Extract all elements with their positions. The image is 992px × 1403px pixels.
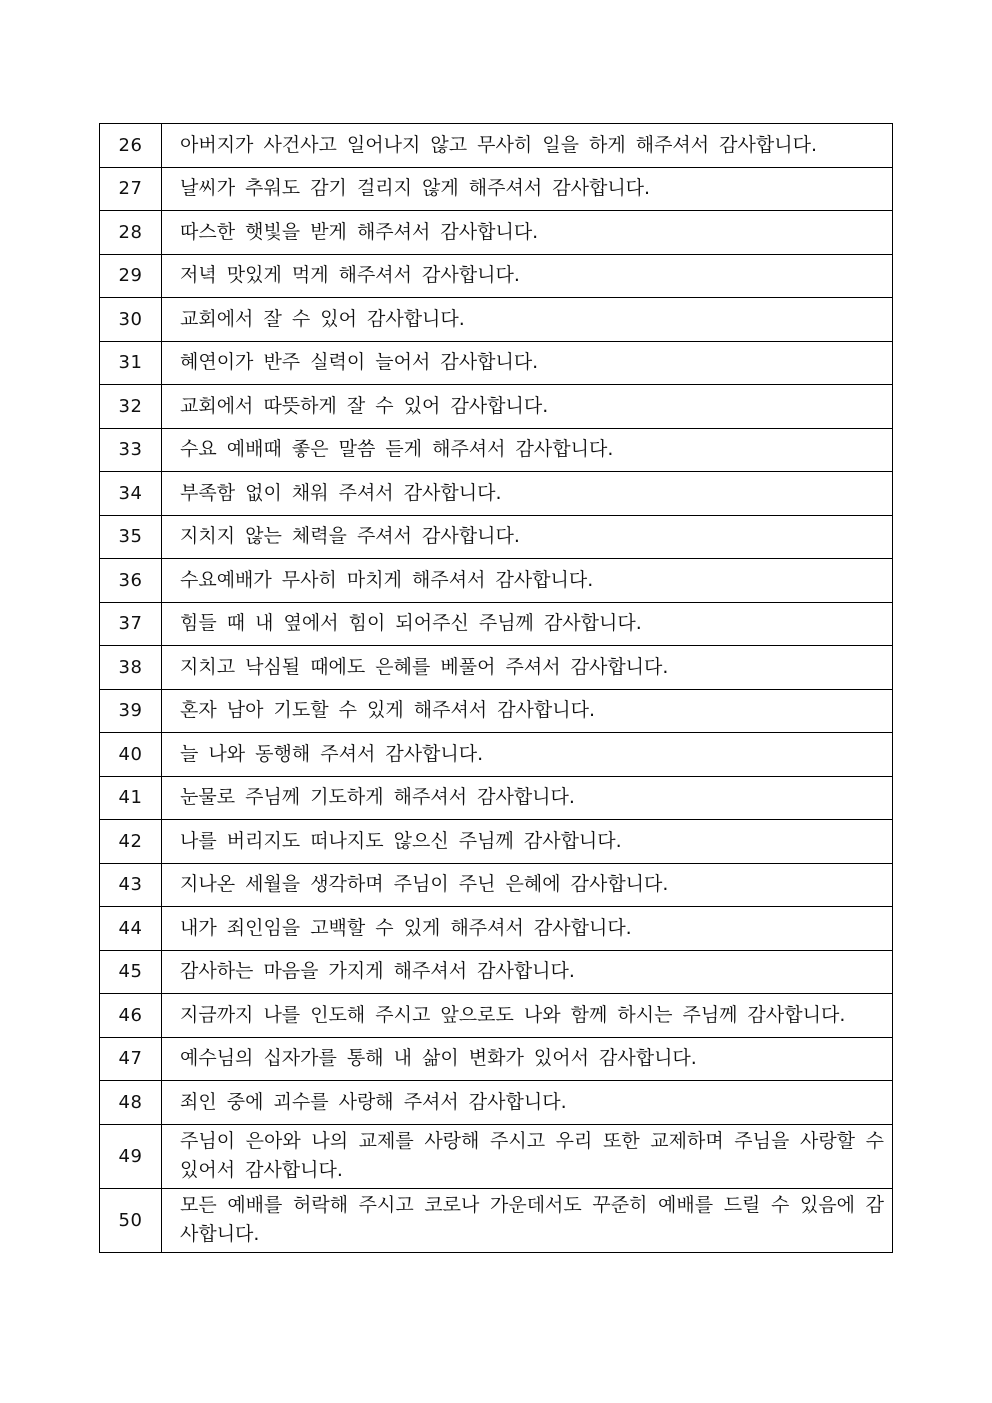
row-number: 36 (100, 559, 162, 603)
row-number: 35 (100, 515, 162, 559)
row-text: 따스한 햇빛을 받게 해주셔서 감사합니다. (162, 211, 893, 255)
row-number: 47 (100, 1037, 162, 1081)
table-row (100, 254, 893, 298)
row-number: 39 (100, 689, 162, 733)
table-row (100, 211, 893, 255)
table-row (100, 994, 893, 1038)
table-row (100, 1037, 893, 1081)
row-number: 33 (100, 428, 162, 472)
row-number: 34 (100, 472, 162, 516)
row-text: 내가 죄인임을 고백할 수 있게 해주셔서 감사합니다. (162, 907, 893, 951)
table-row (100, 385, 893, 429)
row-number: 30 (100, 298, 162, 342)
row-number: 41 (100, 776, 162, 820)
row-number: 48 (100, 1081, 162, 1125)
row-text: 늘 나와 동행해 주셔서 감사합니다. (162, 733, 893, 777)
row-text: 교회에서 잘 수 있어 감사합니다. (162, 298, 893, 342)
table-row (100, 863, 893, 907)
row-text: 수요예배가 무사히 마치게 해주셔서 감사합니다. (162, 559, 893, 603)
row-text: 주님이 은아와 나의 교제를 사랑해 주시고 우리 또한 교제하며 주님을 사랑할 수 있어서 감사합니다. (162, 1124, 893, 1188)
row-text: 날씨가 추워도 감기 걸리지 않게 해주셔서 감사합니다. (162, 167, 893, 211)
row-number: 28 (100, 211, 162, 255)
table-row (100, 1188, 893, 1252)
gratitude-table (99, 123, 893, 1253)
table-row (100, 472, 893, 516)
row-number: 46 (100, 994, 162, 1038)
row-number: 37 (100, 602, 162, 646)
table-row (100, 820, 893, 864)
row-number: 45 (100, 950, 162, 994)
row-text: 지치고 낙심될 때에도 은혜를 베풀어 주셔서 감사합니다. (162, 646, 893, 690)
row-text: 눈물로 주님께 기도하게 해주셔서 감사합니다. (162, 776, 893, 820)
row-text: 지금까지 나를 인도해 주시고 앞으로도 나와 함께 하시는 주님께 감사합니다. (162, 994, 893, 1038)
table-row (100, 341, 893, 385)
table-row (100, 646, 893, 690)
row-number: 38 (100, 646, 162, 690)
table-row (100, 428, 893, 472)
row-number: 26 (100, 124, 162, 168)
row-number: 43 (100, 863, 162, 907)
table-row (100, 298, 893, 342)
table-row (100, 950, 893, 994)
row-text: 지치지 않는 체력을 주셔서 감사합니다. (162, 515, 893, 559)
row-text: 예수님의 십자가를 통해 내 삶이 변화가 있어서 감사합니다. (162, 1037, 893, 1081)
row-text: 죄인 중에 괴수를 사랑해 주셔서 감사합니다. (162, 1081, 893, 1125)
row-number: 40 (100, 733, 162, 777)
row-number: 49 (100, 1124, 162, 1188)
row-text: 지나온 세월을 생각하며 주님이 주닌 은혜에 감사합니다. (162, 863, 893, 907)
table-row (100, 689, 893, 733)
table-row (100, 1081, 893, 1125)
table-row (100, 1124, 893, 1188)
table-row (100, 124, 893, 168)
table-row (100, 602, 893, 646)
row-number: 50 (100, 1188, 162, 1252)
row-number: 31 (100, 341, 162, 385)
row-text: 아버지가 사건사고 일어나지 않고 무사히 일을 하게 해주셔서 감사합니다. (162, 124, 893, 168)
row-text: 혜연이가 반주 실력이 늘어서 감사합니다. (162, 341, 893, 385)
row-text: 교회에서 따뜻하게 잘 수 있어 감사합니다. (162, 385, 893, 429)
row-text: 혼자 남아 기도할 수 있게 해주셔서 감사합니다. (162, 689, 893, 733)
row-text: 감사하는 마음을 가지게 해주셔서 감사합니다. (162, 950, 893, 994)
row-text: 모든 예배를 허락해 주시고 코로나 가운데서도 꾸준히 예배를 드릴 수 있음에 감사합니다. (162, 1188, 893, 1252)
table-row (100, 776, 893, 820)
row-number: 29 (100, 254, 162, 298)
row-text: 저녁 맛있게 먹게 해주셔서 감사합니다. (162, 254, 893, 298)
row-text: 힘들 때 내 옆에서 힘이 되어주신 주님께 감사합니다. (162, 602, 893, 646)
row-text: 나를 버리지도 떠나지도 않으신 주님께 감사합니다. (162, 820, 893, 864)
row-text: 부족함 없이 채워 주셔서 감사합니다. (162, 472, 893, 516)
row-text: 수요 예배때 좋은 말씀 듣게 해주셔서 감사합니다. (162, 428, 893, 472)
table-row (100, 167, 893, 211)
row-number: 32 (100, 385, 162, 429)
row-number: 44 (100, 907, 162, 951)
table-row (100, 559, 893, 603)
row-number: 42 (100, 820, 162, 864)
row-number: 27 (100, 167, 162, 211)
table-row (100, 733, 893, 777)
table-row (100, 907, 893, 951)
table-row (100, 515, 893, 559)
